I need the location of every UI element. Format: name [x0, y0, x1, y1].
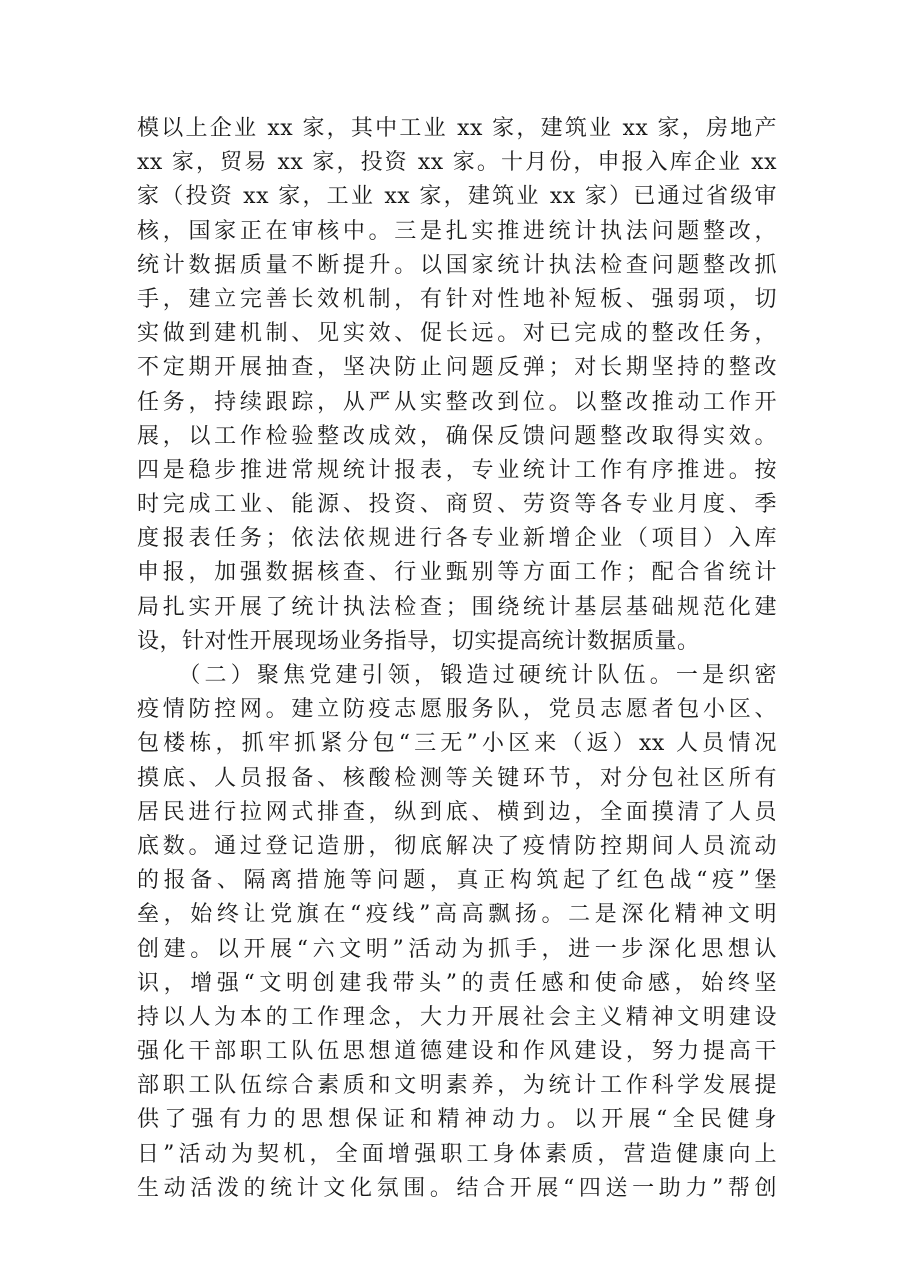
text-line: 生动活泼的统计文化氛围。结合开展“四送一助力”帮创	[137, 1175, 777, 1201]
text-line: 度报表任务；依法依规进行各专业新增企业（项目）入库	[137, 526, 777, 552]
text-line: 持以人为本的工作理念，大力开展社会主义精神文明建设	[137, 1004, 777, 1030]
text-line: 展，以工作检验整改成效，确保反馈问题整改取得实效。	[137, 423, 777, 449]
text-line: 模以上企业 xx 家，其中工业 xx 家，建筑业 xx 家，房地产	[137, 116, 777, 141]
text-line: 核，国家正在审核中。三是扎实推进统计执法问题整改，	[137, 218, 777, 244]
text-line: 实做到建机制、见实效、促长远。对已完成的整改任务，	[137, 321, 777, 347]
text-line: 识，增强“文明创建我带头”的责任感和使命感，始终坚	[137, 970, 777, 996]
text-line: 局扎实开展了统计执法检查；围绕统计基层基础规范化建	[137, 594, 777, 620]
text-line: 疫情防控网。建立防疫志愿服务队，党员志愿者包小区、	[137, 697, 777, 723]
text-line: 包楼栋，抓牢抓紧分包“三无”小区来（返）xx 人员情况	[137, 731, 777, 757]
text-line: 不定期开展抽查，坚决防止问题反弹；对长期坚持的整改	[137, 355, 777, 381]
text-line: 底数。通过登记造册，彻底解决了疫情防控期间人员流动	[137, 833, 777, 859]
text-line: 垒，始终让党旗在“疫线”高高飘扬。二是深化精神文明	[137, 902, 777, 928]
text-line: 手，建立完善长效机制，有针对性地补短板、强弱项，切	[137, 286, 777, 312]
text-line: 任务，持续跟踪，从严从实整改到位。以整改推动工作开	[137, 389, 777, 415]
section-heading-line: （二）聚焦党建引领，锻造过硬统计队伍。一是织密	[137, 663, 777, 688]
text-line: 的报备、隔离措施等问题，真正构筑起了红色战“疫”堡	[137, 868, 777, 894]
text-line: 日”活动为契机，全面增强职工身体素质，营造健康向上	[137, 1141, 777, 1167]
text-line: 四是稳步推进常规统计报表，专业统计工作有序推进。按	[137, 457, 777, 483]
text-line: 统计数据质量不断提升。以国家统计执法检查问题整改抓	[137, 252, 777, 278]
text-line: 时完成工业、能源、投资、商贸、劳资等各专业月度、季	[137, 492, 777, 518]
text-line: 居民进行拉网式排查，纵到底、横到边，全面摸清了人员	[137, 799, 777, 825]
text-line: 摸底、人员报备、核酸检测等关键环节，对分包社区所有	[137, 765, 777, 791]
text-line: xx 家，贸易 xx 家，投资 xx 家。十月份，申报入库企业 xx	[137, 150, 777, 176]
text-line: 强化干部职工队伍思想道德建设和作风建设，努力提高干	[137, 1039, 777, 1065]
text-line: 家（投资 xx 家，工业 xx 家，建筑业 xx 家）已通过省级审	[137, 184, 777, 210]
text-line: 申报，加强数据核查、行业甄别等方面工作；配合省统计	[137, 560, 777, 586]
body-text	[137, 112, 777, 1206]
text-line: 设，针对性开展现场业务指导，切实提高统计数据质量。	[137, 628, 700, 654]
text-line: 创建。以开展“六文明”活动为抓手，进一步深化思想认	[137, 936, 777, 962]
text-line: 供了强有力的思想保证和精神动力。以开展“全民健身	[137, 1107, 777, 1133]
text-line: 部职工队伍综合素质和文明素养，为统计工作科学发展提	[137, 1073, 777, 1099]
